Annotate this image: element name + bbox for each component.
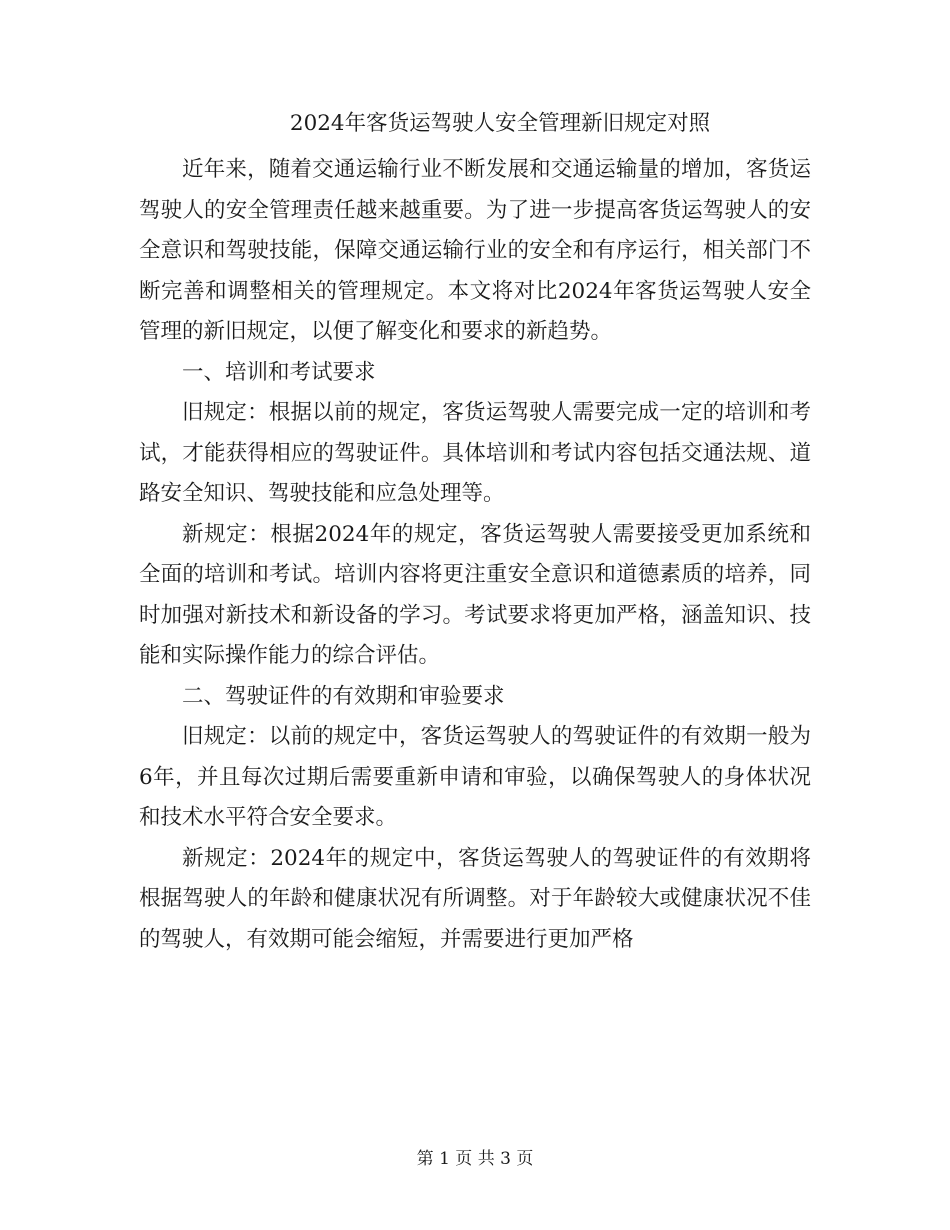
document-body [139,150,811,960]
paragraph-license-old: 旧规定：以前的规定中，客货运驾驶人的驾驶证件的有效期一般为6年，并且每次过期后需要重新申请和审验，以确保驾驶人的身体状况和技术水平符合安全要求。 [139,724,811,830]
document-title: 2024年客货运驾驶人安全管理新旧规定对照 [289,111,711,136]
section-heading-training: 一、培训和考试要求 [182,359,376,385]
paragraph-intro: 近年来，随着交通运输行业不断发展和交通运输量的增加，客货运驾驶人的安全管理责任越来越重要。为了进一步提高客货运驾驶人的安全意识和驾驶技能，保障交通运输行业的安全和有序运行，相关部门不断完善和调整相关的管理规定。本文将对比2024年客货运驾驶人安全管理的新旧规定，以便了解变化和要求的新趋势。 [139,157,811,344]
paragraph-training-old: 旧规定：根据以前的规定，客货运驾驶人需要完成一定的培训和考试，才能获得相应的驾驶证件。具体培训和考试内容包括交通法规、道路安全知识、驾驶技能和应急处理等。 [139,400,811,506]
section-heading-license: 二、驾驶证件的有效期和审验要求 [182,683,505,709]
paragraph-license-new: 新规定：2024年的规定中，客货运驾驶人的驾驶证件的有效期将根据驾驶人的年龄和健康状况有所调整。对于年龄较大或健康状况不佳的驾驶人，有效期可能会缩短，并需要进行更加严格 [139,845,811,952]
page-number-footer: 第 1 页 共 3 页 [416,1149,534,1169]
paragraph-training-new: 新规定：根据2024年的规定，客货运驾驶人需要接受更加系统和全面的培训和考试。培训内容将更注重安全意识和道德素质的培养，同时加强对新技术和新设备的学习。考试要求将更加严格，涵盖知识、技能和实际操作能力的综合评估。 [139,521,811,668]
